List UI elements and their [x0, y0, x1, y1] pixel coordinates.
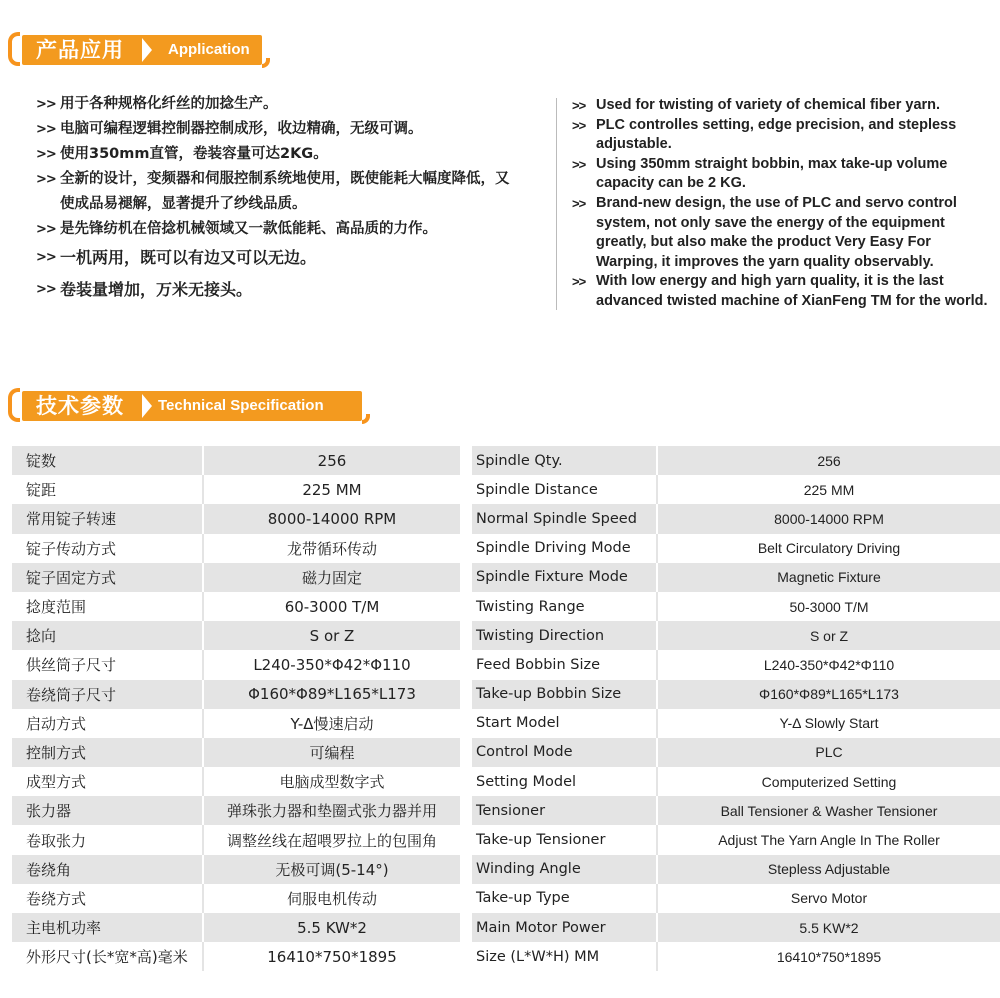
list-item-text: Used for twisting of variety of chemical fiber yarn. — [596, 97, 941, 113]
spec-value-en: Φ160*Φ89*L165*L173 — [657, 680, 1000, 709]
list-item — [572, 272, 992, 311]
spec-key-zh: 卷取张力 — [12, 825, 203, 854]
spec-key-zh: 锭子固定方式 — [12, 563, 203, 592]
spec-value-zh: 256 — [203, 446, 460, 475]
application-list-en — [572, 96, 992, 312]
spec-key-en: Take-up Tensioner — [472, 825, 657, 854]
table-row — [12, 534, 1000, 563]
spec-value-en: Adjust The Yarn Angle In The Roller — [657, 825, 1000, 854]
spec-value-zh: L240-350*Φ42*Φ110 — [203, 650, 460, 679]
list-item — [36, 274, 536, 306]
spec-value-zh: Y-Δ慢速启动 — [203, 709, 460, 738]
bullet-marker: >> — [36, 122, 56, 137]
spec-value-en: S or Z — [657, 621, 1000, 650]
spec-gap — [460, 446, 472, 475]
spec-value-zh: 伺服电机传动 — [203, 884, 460, 913]
list-item-text: 一机两用，既可以有边又可以无边。 — [60, 248, 317, 267]
bullet-marker: >> — [36, 250, 56, 265]
spec-gap — [460, 504, 472, 533]
spec-key-en: Take-up Bobbin Size — [472, 680, 657, 709]
table-row — [12, 738, 1000, 767]
spec-key-zh: 锭子传动方式 — [12, 534, 203, 563]
list-item-text: 使用350mm直管，卷装容量可达2KG。 — [60, 146, 328, 162]
spec-value-en: 50-3000 T/M — [657, 592, 1000, 621]
spec-value-zh: 8000-14000 RPM — [203, 504, 460, 533]
bullet-marker: >> — [572, 98, 586, 113]
table-row — [12, 767, 1000, 796]
table-row — [12, 504, 1000, 533]
spec-value-en: Ball Tensioner & Washer Tensioner — [657, 796, 1000, 825]
spec-key-en: Main Motor Power — [472, 913, 657, 942]
spec-value-zh: 电脑成型数字式 — [203, 767, 460, 796]
spec-key-zh: 卷绕筒子尺寸 — [12, 680, 203, 709]
spec-gap — [460, 475, 472, 504]
spec-key-en: Take-up Type — [472, 884, 657, 913]
bullet-marker: >> — [572, 117, 586, 133]
list-item — [572, 155, 992, 194]
table-row — [12, 592, 1000, 621]
spec-gap — [460, 650, 472, 679]
spec-key-en: Spindle Qty. — [472, 446, 657, 475]
spec-gap — [460, 796, 472, 825]
spec-value-zh: 16410*750*1895 — [203, 942, 460, 971]
header-bracket-left — [8, 388, 20, 422]
spec-key-zh: 成型方式 — [12, 767, 203, 796]
list-item — [36, 142, 536, 167]
application-header — [8, 30, 270, 70]
list-item-text: PLC controlles setting, edge precision, and stepless adjustable. — [596, 116, 957, 153]
spec-gap — [460, 855, 472, 884]
table-row — [12, 884, 1000, 913]
table-row — [12, 913, 1000, 942]
bullet-marker: >> — [572, 156, 586, 172]
spec-value-zh: 可编程 — [203, 738, 460, 767]
spec-key-en: Spindle Distance — [472, 475, 657, 504]
spec-key-en: Spindle Fixture Mode — [472, 563, 657, 592]
spec-key-en: Tensioner — [472, 796, 657, 825]
spec-key-en: Size (L*W*H) MM — [472, 942, 657, 971]
spec-value-en: 5.5 KW*2 — [657, 913, 1000, 942]
spec-value-zh: 调整丝线在超喂罗拉上的包围角 — [203, 825, 460, 854]
spec-value-en: L240-350*Φ42*Φ110 — [657, 650, 1000, 679]
spec-value-zh: 225 MM — [203, 475, 460, 504]
header-bracket-right — [262, 58, 270, 68]
spec-key-zh: 捻度范围 — [12, 592, 203, 621]
list-item — [572, 96, 992, 116]
spec-value-zh: 磁力固定 — [203, 563, 460, 592]
spec-title-zh: 技术参数 — [36, 394, 124, 418]
spec-key-en: Feed Bobbin Size — [472, 650, 657, 679]
list-item-text: With low energy and high yarn quality, it is the last advanced twisted machine of XianFeng TM for the world. — [596, 273, 988, 309]
list-item-text: 卷装量增加，万米无接头。 — [60, 280, 253, 299]
bullet-marker: >> — [36, 172, 56, 187]
table-row — [12, 650, 1000, 679]
header-bracket-right — [362, 414, 370, 424]
list-item — [572, 116, 992, 155]
table-row — [12, 855, 1000, 884]
spec-value-en: Computerized Setting — [657, 767, 1000, 796]
spec-table — [12, 446, 1000, 971]
list-item-text: 电脑可编程逻辑控制器控制成形，收边精确，无级可调。 — [60, 121, 423, 137]
bullet-marker: >> — [572, 274, 586, 290]
arrow-icon — [142, 38, 152, 62]
list-item — [36, 92, 536, 117]
spec-value-zh: 弹珠张力器和垫圈式张力器并用 — [203, 796, 460, 825]
spec-key-en: Control Mode — [472, 738, 657, 767]
spec-gap — [460, 942, 472, 971]
spec-value-en: 16410*750*1895 — [657, 942, 1000, 971]
spec-key-zh: 卷绕角 — [12, 855, 203, 884]
table-row — [12, 475, 1000, 504]
spec-value-zh: 60-3000 T/M — [203, 592, 460, 621]
bullet-marker: >> — [36, 147, 56, 162]
list-item — [36, 117, 536, 142]
spec-key-zh: 外形尺寸(长*宽*高)毫米 — [12, 942, 203, 971]
spec-key-zh: 启动方式 — [12, 709, 203, 738]
table-row — [12, 825, 1000, 854]
spec-gap — [460, 621, 472, 650]
spec-header — [8, 386, 372, 426]
list-item-text: Using 350mm straight bobbin, max take-up volume capacity can be 2 KG. — [596, 155, 948, 192]
table-row — [12, 942, 1000, 971]
spec-key-zh: 捻向 — [12, 621, 203, 650]
list-item-text: Brand-new design, the use of PLC and servo control system, not only save the energy of the equipment greatly, but also make the product Very Easy For Warping, it improves the yarn quality observably. — [596, 194, 957, 270]
spec-key-zh: 常用锭子转速 — [12, 504, 203, 533]
list-item — [36, 217, 536, 242]
spec-value-zh: 龙带循环传动 — [203, 534, 460, 563]
spec-value-zh: 无极可调(5-14°) — [203, 855, 460, 884]
spec-gap — [460, 913, 472, 942]
spec-value-en: Servo Motor — [657, 884, 1000, 913]
spec-gap — [460, 825, 472, 854]
spec-gap — [460, 563, 472, 592]
spec-key-en: Normal Spindle Speed — [472, 504, 657, 533]
spec-key-en: Spindle Driving Mode — [472, 534, 657, 563]
spec-gap — [460, 534, 472, 563]
spec-value-zh: Φ160*Φ89*L165*L173 — [203, 680, 460, 709]
spec-key-en: Twisting Range — [472, 592, 657, 621]
bullet-marker: >> — [36, 222, 56, 237]
spec-value-en: 225 MM — [657, 475, 1000, 504]
spec-key-zh: 张力器 — [12, 796, 203, 825]
list-item — [572, 194, 992, 272]
spec-key-zh: 控制方式 — [12, 738, 203, 767]
spec-key-en: Setting Model — [472, 767, 657, 796]
spec-value-en: Stepless Adjustable — [657, 855, 1000, 884]
spec-key-en: Twisting Direction — [472, 621, 657, 650]
table-row — [12, 446, 1000, 475]
spec-key-zh: 锭数 — [12, 446, 203, 475]
arrow-icon — [142, 394, 152, 418]
spec-key-zh: 卷绕方式 — [12, 884, 203, 913]
spec-key-en: Winding Angle — [472, 855, 657, 884]
table-row — [12, 563, 1000, 592]
table-row — [12, 709, 1000, 738]
spec-gap — [460, 709, 472, 738]
list-item — [36, 242, 536, 274]
list-item-text: 用于各种规格化纤丝的加捻生产。 — [60, 96, 278, 112]
table-row — [12, 680, 1000, 709]
application-title-zh: 产品应用 — [36, 38, 124, 62]
spec-value-en: 256 — [657, 446, 1000, 475]
column-divider — [556, 98, 557, 310]
spec-value-en: PLC — [657, 738, 1000, 767]
spec-key-en: Start Model — [472, 709, 657, 738]
spec-gap — [460, 738, 472, 767]
spec-key-zh: 供丝筒子尺寸 — [12, 650, 203, 679]
table-row — [12, 621, 1000, 650]
spec-value-en: 8000-14000 RPM — [657, 504, 1000, 533]
spec-value-zh: S or Z — [203, 621, 460, 650]
application-title-en: Application — [168, 41, 250, 58]
spec-value-en: Y-Δ Slowly Start — [657, 709, 1000, 738]
spec-gap — [460, 767, 472, 796]
spec-key-zh: 主电机功率 — [12, 913, 203, 942]
spec-key-zh: 锭距 — [12, 475, 203, 504]
spec-value-en: Magnetic Fixture — [657, 563, 1000, 592]
bullet-marker: >> — [36, 282, 56, 297]
spec-value-en: Belt Circulatory Driving — [657, 534, 1000, 563]
bullet-marker: >> — [572, 195, 586, 211]
list-item — [36, 167, 520, 217]
header-bracket-left — [8, 32, 20, 66]
table-row — [12, 796, 1000, 825]
spec-title-en: Technical Specification — [158, 397, 324, 414]
bullet-marker: >> — [36, 97, 56, 112]
spec-gap — [460, 680, 472, 709]
list-item-text: 是先锋纺机在倍捻机械领域又一款低能耗、高品质的力作。 — [60, 221, 437, 237]
spec-gap — [460, 592, 472, 621]
spec-gap — [460, 884, 472, 913]
list-item-text: 全新的设计，变频器和伺服控制系统地使用，既使能耗大幅度降低，又使成品易褪解，显著提升了纱线品质。 — [60, 171, 510, 212]
application-list-zh — [36, 92, 536, 306]
spec-value-zh: 5.5 KW*2 — [203, 913, 460, 942]
